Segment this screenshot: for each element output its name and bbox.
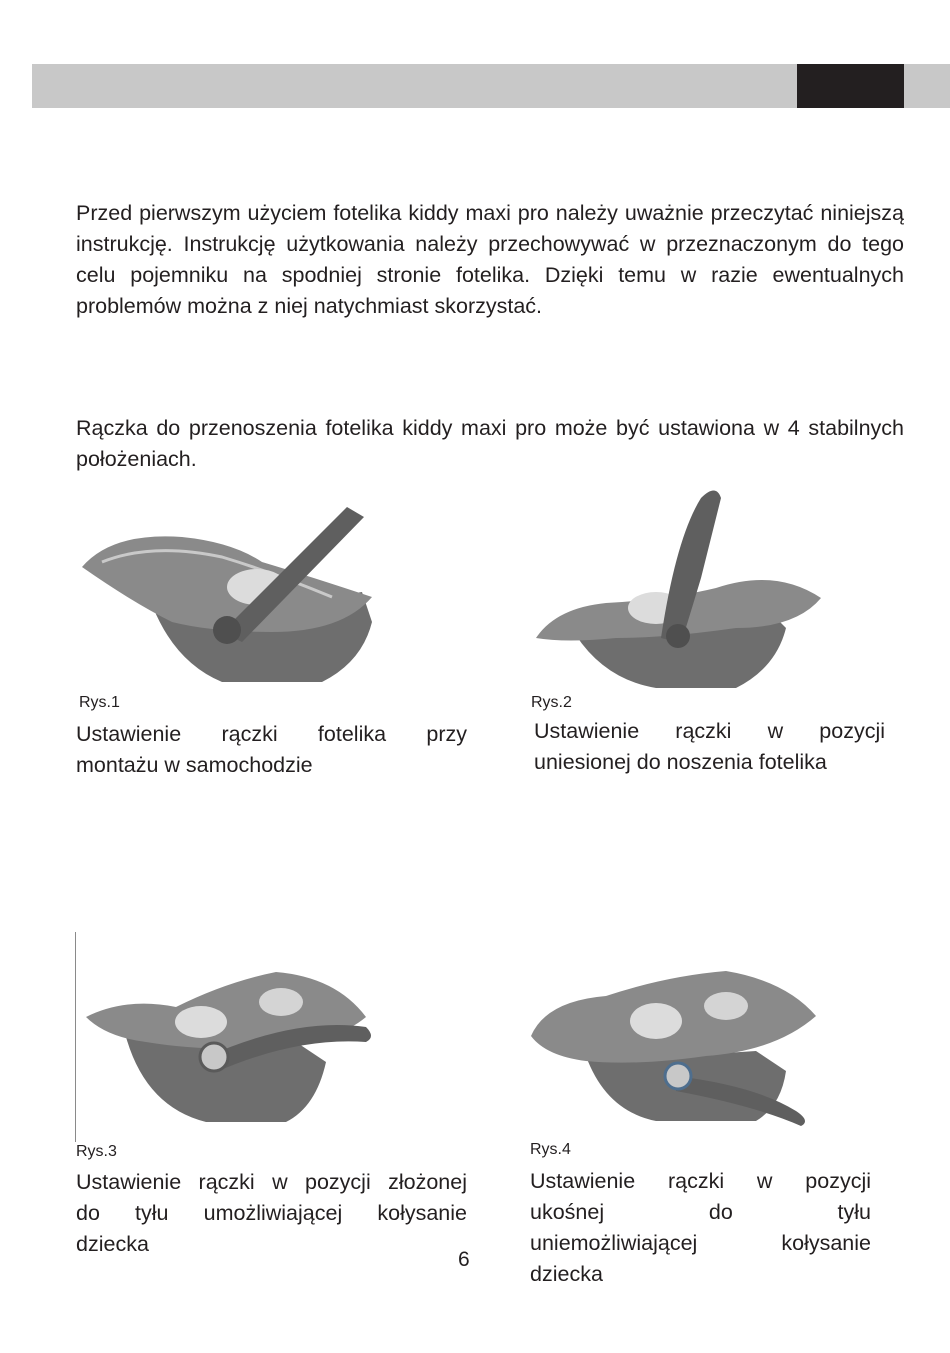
- caption-line: uniesionej do noszenia fotelika: [534, 750, 827, 774]
- figure-3-label: Rys.3: [76, 1143, 117, 1160]
- figure-1-label: Rys.1: [79, 694, 120, 711]
- caption-line: Ustawienie rączki w pozycji: [530, 1169, 871, 1193]
- intro-paragraph: Przed pierwszym użyciem fotelika kiddy maxi pro należy uważnie przeczytać niniejszą instrukcję. Instrukcję użytkowania należy przechowywać w przeznaczonym do tego celu pojemniku na spodniej stronie fotelika. Dzięki temu w razie ewentualnych problemów można z niej natychmiast skorzystać.: [76, 201, 904, 318]
- figure-2-caption: [534, 716, 885, 778]
- figure-1-caption: [76, 719, 467, 781]
- figure-4-caption: [530, 1166, 871, 1290]
- caption-line: dziecka: [76, 1232, 149, 1256]
- header-tab-block: [797, 64, 904, 108]
- page-number: 6: [458, 1248, 470, 1271]
- figure-2-label: Rys.2: [531, 694, 572, 711]
- caption-line: dziecka: [530, 1262, 603, 1286]
- caption-line: Ustawienie rączki fotelika przy: [76, 722, 467, 746]
- figure-3-car-seat-image: [76, 932, 376, 1142]
- figure-4-car-seat-image: [526, 956, 821, 1136]
- handle-paragraph: Rączka do przenoszenia fotelika kiddy maxi pro może być ustawiona w 4 stabilnych położeniach.: [76, 416, 904, 471]
- caption-line: Ustawienie rączki w pozycji złożonej: [76, 1170, 467, 1194]
- caption-line: Ustawienie rączki w pozycji: [534, 719, 885, 743]
- figure-3-caption: [76, 1167, 467, 1260]
- figure-1-car-seat-image: [72, 482, 382, 697]
- caption-line: uniemożliwiającej kołysanie: [530, 1231, 871, 1255]
- figure-4-label: Rys.4: [530, 1141, 571, 1158]
- caption-line: montażu w samochodzie: [76, 753, 313, 777]
- caption-line: ukośnej do tyłu: [530, 1200, 871, 1224]
- caption-line: do tyłu umożliwiającej kołysanie: [76, 1201, 467, 1225]
- figure-2-car-seat-image: [526, 478, 826, 693]
